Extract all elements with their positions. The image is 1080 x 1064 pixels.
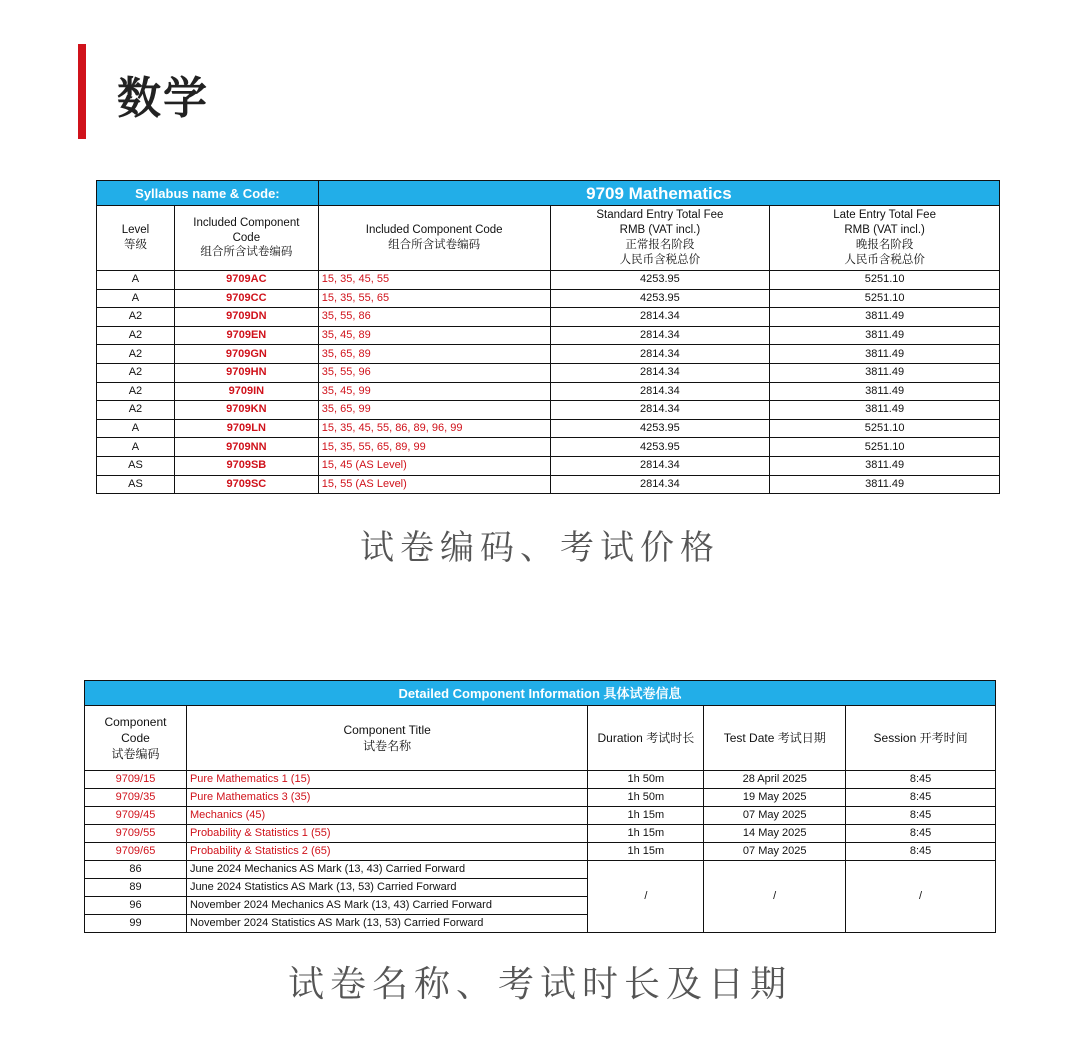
component-row	[85, 807, 996, 825]
component-title-cell: Probability & Statistics 2 (65)	[186, 843, 587, 861]
component-code-cell: 9709/65	[85, 843, 187, 861]
fee-row	[97, 271, 1000, 290]
level-cell: A2	[97, 345, 175, 364]
late-fee-cell: 3811.49	[770, 326, 1000, 345]
component-title-cell: Mechanics (45)	[186, 807, 587, 825]
duration-cell: 1h 50m	[588, 789, 704, 807]
standard-fee-cell: 4253.95	[550, 271, 770, 290]
caption-details: 试卷名称、考试时长及日期	[287, 964, 792, 1005]
component-title-cell: June 2024 Mechanics AS Mark (13, 43) Carried Forward	[186, 861, 587, 879]
standard-fee-cell: 2814.34	[550, 345, 770, 364]
level-cell: A2	[97, 382, 175, 401]
component-code-cell: 9709/55	[85, 825, 187, 843]
section-title: 数学	[117, 73, 209, 124]
header-session: Session 开考时间	[846, 706, 996, 771]
carried-forward-row	[85, 861, 996, 879]
standard-fee-cell: 2814.34	[550, 382, 770, 401]
fee-row	[97, 326, 1000, 345]
level-cell: A2	[97, 326, 175, 345]
syllabus-label: Syllabus name & Code:	[97, 181, 319, 206]
standard-fee-cell: 4253.95	[550, 289, 770, 308]
level-cell: AS	[97, 475, 175, 494]
late-fee-cell: 3811.49	[770, 345, 1000, 364]
header-standard-fee: Standard Entry Total Fee RMB (VAT incl.) 正常报名阶段 人民币含税总价	[550, 206, 770, 271]
merged-date-cell: /	[704, 861, 846, 933]
late-fee-cell: 5251.10	[770, 419, 1000, 438]
component-code-cell: 9709/35	[85, 789, 187, 807]
details-title-row	[85, 681, 996, 706]
late-fee-cell: 3811.49	[770, 456, 1000, 475]
level-cell: A2	[97, 401, 175, 420]
fee-row	[97, 289, 1000, 308]
level-cell: A	[97, 419, 175, 438]
standard-fee-cell: 2814.34	[550, 308, 770, 327]
code-cell: 9709LN	[174, 419, 318, 438]
components-cell: 35, 55, 96	[318, 363, 550, 382]
code-cell: 9709DN	[174, 308, 318, 327]
standard-fee-cell: 4253.95	[550, 419, 770, 438]
duration-cell: 1h 50m	[588, 771, 704, 789]
components-cell: 35, 45, 99	[318, 382, 550, 401]
component-code-cell: 9709/45	[85, 807, 187, 825]
fee-row	[97, 308, 1000, 327]
late-fee-cell: 5251.10	[770, 438, 1000, 457]
caption-fees: 试卷编码、考试价格	[360, 528, 720, 568]
merged-session-cell: /	[846, 861, 996, 933]
level-cell: AS	[97, 456, 175, 475]
date-cell: 28 April 2025	[704, 771, 846, 789]
header-late-fee: Late Entry Total Fee RMB (VAT incl.) 晚报名阶段 人民币含税总价	[770, 206, 1000, 271]
code-cell: 9709SC	[174, 475, 318, 494]
fee-row	[97, 456, 1000, 475]
late-fee-cell: 3811.49	[770, 363, 1000, 382]
header-level: Level 等级	[97, 206, 175, 271]
level-cell: A2	[97, 363, 175, 382]
late-fee-cell: 3811.49	[770, 382, 1000, 401]
component-row	[85, 843, 996, 861]
component-code-cell: 89	[85, 879, 187, 897]
date-cell: 14 May 2025	[704, 825, 846, 843]
component-title-cell: Pure Mathematics 1 (15)	[186, 771, 587, 789]
header-date: Test Date 考试日期	[704, 706, 846, 771]
late-fee-cell: 5251.10	[770, 289, 1000, 308]
components-cell: 35, 45, 89	[318, 326, 550, 345]
fee-row	[97, 438, 1000, 457]
details-table	[84, 680, 996, 933]
late-fee-cell: 3811.49	[770, 308, 1000, 327]
code-cell: 9709EN	[174, 326, 318, 345]
duration-cell: 1h 15m	[588, 807, 704, 825]
components-cell: 15, 45 (AS Level)	[318, 456, 550, 475]
fee-row	[97, 401, 1000, 420]
session-cell: 8:45	[846, 789, 996, 807]
component-code-cell: 96	[85, 897, 187, 915]
header-component-code: Included Component Code 组合所含试卷编码	[174, 206, 318, 271]
header-code: Component Code 试卷编码	[85, 706, 187, 771]
duration-cell: 1h 15m	[588, 825, 704, 843]
components-cell: 15, 55 (AS Level)	[318, 475, 550, 494]
component-title-cell: Probability & Statistics 1 (55)	[186, 825, 587, 843]
components-cell: 15, 35, 55, 65, 89, 99	[318, 438, 550, 457]
session-cell: 8:45	[846, 843, 996, 861]
fee-row	[97, 382, 1000, 401]
fee-row	[97, 419, 1000, 438]
code-cell: 9709GN	[174, 345, 318, 364]
fee-row	[97, 345, 1000, 364]
date-cell: 07 May 2025	[704, 807, 846, 825]
code-cell: 9709CC	[174, 289, 318, 308]
code-cell: 9709HN	[174, 363, 318, 382]
component-title-cell: Pure Mathematics 3 (35)	[186, 789, 587, 807]
date-cell: 19 May 2025	[704, 789, 846, 807]
components-cell: 15, 35, 55, 65	[318, 289, 550, 308]
details-title: Detailed Component Information 具体试卷信息	[85, 681, 996, 706]
components-cell: 15, 35, 45, 55	[318, 271, 550, 290]
components-cell: 15, 35, 45, 55, 86, 89, 96, 99	[318, 419, 550, 438]
level-cell: A2	[97, 308, 175, 327]
syllabus-name: 9709 Mathematics	[318, 181, 999, 206]
component-code-cell: 9709/15	[85, 771, 187, 789]
level-cell: A	[97, 271, 175, 290]
component-row	[85, 825, 996, 843]
section-accent-bar	[78, 44, 86, 139]
components-cell: 35, 55, 86	[318, 308, 550, 327]
standard-fee-cell: 2814.34	[550, 401, 770, 420]
fees-header-row	[97, 206, 1000, 271]
level-cell: A	[97, 438, 175, 457]
code-cell: 9709NN	[174, 438, 318, 457]
code-cell: 9709KN	[174, 401, 318, 420]
component-title-cell: November 2024 Statistics AS Mark (13, 53) Carried Forward	[186, 915, 587, 933]
fees-table	[96, 180, 1000, 494]
level-cell: A	[97, 289, 175, 308]
session-cell: 8:45	[846, 807, 996, 825]
code-cell: 9709AC	[174, 271, 318, 290]
standard-fee-cell: 4253.95	[550, 438, 770, 457]
standard-fee-cell: 2814.34	[550, 326, 770, 345]
component-row	[85, 789, 996, 807]
component-title-cell: June 2024 Statistics AS Mark (13, 53) Carried Forward	[186, 879, 587, 897]
session-cell: 8:45	[846, 771, 996, 789]
date-cell: 07 May 2025	[704, 843, 846, 861]
code-cell: 9709SB	[174, 456, 318, 475]
duration-cell: 1h 15m	[588, 843, 704, 861]
session-cell: 8:45	[846, 825, 996, 843]
component-code-cell: 86	[85, 861, 187, 879]
standard-fee-cell: 2814.34	[550, 475, 770, 494]
code-cell: 9709IN	[174, 382, 318, 401]
standard-fee-cell: 2814.34	[550, 456, 770, 475]
details-header-row	[85, 706, 996, 771]
component-code-cell: 99	[85, 915, 187, 933]
fees-title-row	[97, 181, 1000, 206]
header-title: Component Title 试卷名称	[186, 706, 587, 771]
header-duration: Duration 考试时长	[588, 706, 704, 771]
components-cell: 35, 65, 89	[318, 345, 550, 364]
header-component-list: Included Component Code 组合所含试卷编码	[318, 206, 550, 271]
late-fee-cell: 5251.10	[770, 271, 1000, 290]
component-title-cell: November 2024 Mechanics AS Mark (13, 43) Carried Forward	[186, 897, 587, 915]
late-fee-cell: 3811.49	[770, 401, 1000, 420]
merged-duration-cell: /	[588, 861, 704, 933]
fee-row	[97, 475, 1000, 494]
component-row	[85, 771, 996, 789]
standard-fee-cell: 2814.34	[550, 363, 770, 382]
fee-row	[97, 363, 1000, 382]
late-fee-cell: 3811.49	[770, 475, 1000, 494]
components-cell: 35, 65, 99	[318, 401, 550, 420]
